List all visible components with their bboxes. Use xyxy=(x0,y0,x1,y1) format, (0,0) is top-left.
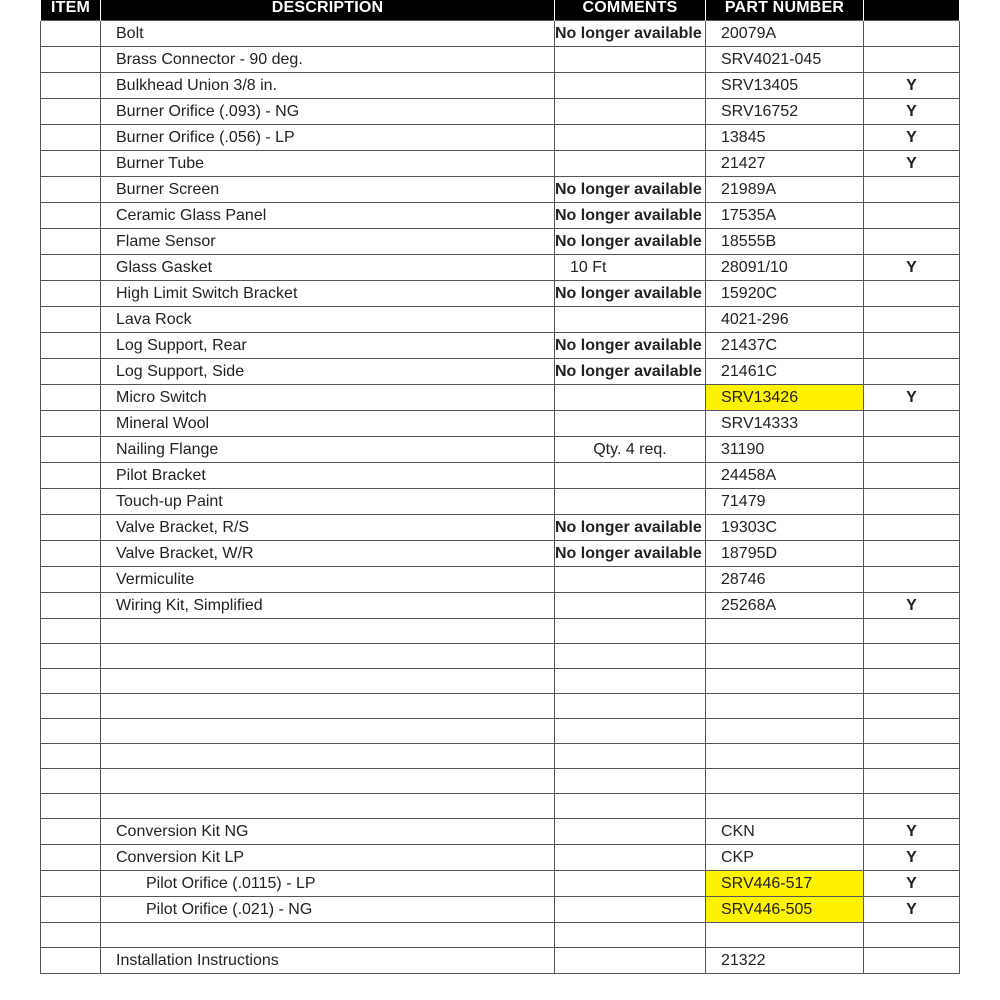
cell-part-number xyxy=(706,719,864,744)
cell-part-number: 24458A xyxy=(706,463,864,489)
header-part-number: PART NUMBER xyxy=(706,0,864,21)
cell-part-number: 13845 xyxy=(706,125,864,151)
cell-description: Pilot Bracket xyxy=(101,463,555,489)
cell-comments xyxy=(555,99,706,125)
cell-description: Burner Orifice (.056) - LP xyxy=(101,125,555,151)
cell-flag: Y xyxy=(864,255,960,281)
cell-comments xyxy=(555,923,706,948)
cell-item xyxy=(41,515,101,541)
table-row xyxy=(41,99,960,125)
cell-comments: No longer available xyxy=(555,541,706,567)
cell-comments: No longer available xyxy=(555,177,706,203)
cell-item xyxy=(41,463,101,489)
table-row xyxy=(41,229,960,255)
cell-description: Brass Connector - 90 deg. xyxy=(101,47,555,73)
cell-flag xyxy=(864,948,960,974)
table-row xyxy=(41,437,960,463)
cell-comments xyxy=(555,463,706,489)
cell-comments xyxy=(555,385,706,411)
cell-comments xyxy=(555,694,706,719)
cell-item xyxy=(41,819,101,845)
table-row xyxy=(41,845,960,871)
cell-flag xyxy=(864,203,960,229)
cell-comments: No longer available xyxy=(555,281,706,307)
cell-part-number xyxy=(706,644,864,669)
cell-item xyxy=(41,411,101,437)
cell-part-number: 28746 xyxy=(706,567,864,593)
cell-part-number: 21322 xyxy=(706,948,864,974)
cell-description: Bulkhead Union 3/8 in. xyxy=(101,73,555,99)
cell-description: Pilot Orifice (.0115) - LP xyxy=(101,871,555,897)
cell-item xyxy=(41,125,101,151)
table-row xyxy=(41,794,960,819)
cell-item xyxy=(41,489,101,515)
cell-description: Ceramic Glass Panel xyxy=(101,203,555,229)
table-row xyxy=(41,307,960,333)
table-row xyxy=(41,644,960,669)
cell-item xyxy=(41,845,101,871)
cell-description: Bolt xyxy=(101,21,555,47)
cell-flag xyxy=(864,307,960,333)
cell-item xyxy=(41,694,101,719)
cell-part-number: 28091/10 xyxy=(706,255,864,281)
cell-item xyxy=(41,307,101,333)
table-row xyxy=(41,489,960,515)
cell-comments xyxy=(555,948,706,974)
table-row xyxy=(41,923,960,948)
cell-flag: Y xyxy=(864,897,960,923)
table-row xyxy=(41,769,960,794)
cell-flag xyxy=(864,541,960,567)
table-row xyxy=(41,151,960,177)
cell-description: Nailing Flange xyxy=(101,437,555,463)
cell-flag xyxy=(864,333,960,359)
header-item: ITEM xyxy=(41,0,101,21)
cell-comments xyxy=(555,593,706,619)
cell-description xyxy=(101,769,555,794)
table-row xyxy=(41,463,960,489)
cell-flag xyxy=(864,694,960,719)
cell-flag: Y xyxy=(864,819,960,845)
cell-item xyxy=(41,948,101,974)
cell-flag xyxy=(864,769,960,794)
cell-flag xyxy=(864,229,960,255)
cell-description: High Limit Switch Bracket xyxy=(101,281,555,307)
cell-part-number: 19303C xyxy=(706,515,864,541)
parts-body xyxy=(41,21,960,974)
cell-item xyxy=(41,229,101,255)
cell-part-number: SRV13426 xyxy=(706,385,864,411)
table-row xyxy=(41,567,960,593)
cell-part-number: 21427 xyxy=(706,151,864,177)
cell-flag xyxy=(864,463,960,489)
cell-comments xyxy=(555,619,706,644)
cell-description xyxy=(101,719,555,744)
table-row xyxy=(41,819,960,845)
cell-description xyxy=(101,669,555,694)
cell-part-number: SRV446-517 xyxy=(706,871,864,897)
cell-description xyxy=(101,923,555,948)
table-row xyxy=(41,385,960,411)
table-row xyxy=(41,73,960,99)
table-row xyxy=(41,515,960,541)
cell-flag xyxy=(864,744,960,769)
cell-item xyxy=(41,923,101,948)
table-row xyxy=(41,411,960,437)
cell-comments xyxy=(555,73,706,99)
cell-description xyxy=(101,644,555,669)
table-row xyxy=(41,694,960,719)
cell-description: Flame Sensor xyxy=(101,229,555,255)
cell-comments: 10 Ft xyxy=(555,255,706,281)
table-row xyxy=(41,719,960,744)
table-row xyxy=(41,255,960,281)
cell-flag xyxy=(864,644,960,669)
table-row xyxy=(41,669,960,694)
cell-part-number: SRV16752 xyxy=(706,99,864,125)
header-row xyxy=(41,0,960,21)
table-row xyxy=(41,177,960,203)
cell-description: Valve Bracket, R/S xyxy=(101,515,555,541)
cell-description: Installation Instructions xyxy=(101,948,555,974)
table-row xyxy=(41,619,960,644)
cell-item xyxy=(41,541,101,567)
cell-description xyxy=(101,744,555,769)
cell-part-number: 4021-296 xyxy=(706,307,864,333)
cell-flag xyxy=(864,923,960,948)
cell-part-number xyxy=(706,669,864,694)
cell-comments xyxy=(555,719,706,744)
cell-description: Lava Rock xyxy=(101,307,555,333)
cell-item xyxy=(41,669,101,694)
cell-item xyxy=(41,437,101,463)
cell-item xyxy=(41,897,101,923)
header-comments: COMMENTS xyxy=(555,0,706,21)
cell-item xyxy=(41,177,101,203)
cell-flag xyxy=(864,794,960,819)
cell-flag xyxy=(864,359,960,385)
cell-comments xyxy=(555,871,706,897)
cell-comments xyxy=(555,307,706,333)
cell-comments: No longer available xyxy=(555,515,706,541)
cell-flag: Y xyxy=(864,125,960,151)
cell-item xyxy=(41,359,101,385)
cell-part-number: CKP xyxy=(706,845,864,871)
cell-flag xyxy=(864,281,960,307)
cell-part-number: 17535A xyxy=(706,203,864,229)
cell-flag xyxy=(864,719,960,744)
cell-flag: Y xyxy=(864,73,960,99)
cell-part-number: CKN xyxy=(706,819,864,845)
cell-part-number xyxy=(706,794,864,819)
cell-description: Wiring Kit, Simplified xyxy=(101,593,555,619)
cell-comments xyxy=(555,897,706,923)
cell-item xyxy=(41,47,101,73)
cell-flag xyxy=(864,515,960,541)
table-row xyxy=(41,47,960,73)
cell-flag: Y xyxy=(864,845,960,871)
cell-item xyxy=(41,744,101,769)
cell-part-number: 18795D xyxy=(706,541,864,567)
cell-comments xyxy=(555,819,706,845)
cell-description: Conversion Kit LP xyxy=(101,845,555,871)
table-row xyxy=(41,744,960,769)
cell-comments xyxy=(555,489,706,515)
cell-part-number: 21437C xyxy=(706,333,864,359)
cell-comments xyxy=(555,744,706,769)
cell-item xyxy=(41,151,101,177)
cell-item xyxy=(41,73,101,99)
cell-description: Conversion Kit NG xyxy=(101,819,555,845)
cell-comments: No longer available xyxy=(555,21,706,47)
cell-comments xyxy=(555,845,706,871)
cell-comments xyxy=(555,669,706,694)
cell-part-number: 21461C xyxy=(706,359,864,385)
cell-description: Glass Gasket xyxy=(101,255,555,281)
cell-flag xyxy=(864,567,960,593)
cell-item xyxy=(41,769,101,794)
cell-item xyxy=(41,333,101,359)
cell-item xyxy=(41,203,101,229)
table-row xyxy=(41,948,960,974)
cell-description: Log Support, Side xyxy=(101,359,555,385)
cell-part-number: 21989A xyxy=(706,177,864,203)
cell-flag: Y xyxy=(864,871,960,897)
cell-description: Burner Tube xyxy=(101,151,555,177)
cell-part-number: 18555B xyxy=(706,229,864,255)
cell-part-number: 20079A xyxy=(706,21,864,47)
cell-flag: Y xyxy=(864,151,960,177)
table-row xyxy=(41,359,960,385)
cell-comments: No longer available xyxy=(555,359,706,385)
cell-comments xyxy=(555,411,706,437)
cell-description: Micro Switch xyxy=(101,385,555,411)
cell-part-number xyxy=(706,744,864,769)
cell-item xyxy=(41,871,101,897)
table-row xyxy=(41,125,960,151)
cell-item xyxy=(41,255,101,281)
cell-item xyxy=(41,281,101,307)
table-row xyxy=(41,593,960,619)
cell-flag: Y xyxy=(864,593,960,619)
cell-comments: Qty. 4 req. xyxy=(555,437,706,463)
cell-item xyxy=(41,794,101,819)
table-row xyxy=(41,203,960,229)
cell-flag xyxy=(864,21,960,47)
header-description: DESCRIPTION xyxy=(101,0,555,21)
cell-description: Touch-up Paint xyxy=(101,489,555,515)
cell-description: Log Support, Rear xyxy=(101,333,555,359)
cell-flag: Y xyxy=(864,385,960,411)
cell-item xyxy=(41,644,101,669)
cell-description xyxy=(101,794,555,819)
cell-item xyxy=(41,99,101,125)
cell-comments xyxy=(555,47,706,73)
cell-item xyxy=(41,619,101,644)
cell-description: Valve Bracket, W/R xyxy=(101,541,555,567)
cell-part-number: 15920C xyxy=(706,281,864,307)
table-row xyxy=(41,871,960,897)
cell-part-number xyxy=(706,619,864,644)
cell-description: Burner Screen xyxy=(101,177,555,203)
cell-part-number xyxy=(706,694,864,719)
cell-part-number: SRV4021-045 xyxy=(706,47,864,73)
cell-comments xyxy=(555,794,706,819)
cell-comments xyxy=(555,769,706,794)
cell-part-number: SRV446-505 xyxy=(706,897,864,923)
cell-comments: No longer available xyxy=(555,203,706,229)
cell-flag xyxy=(864,437,960,463)
table-row xyxy=(41,897,960,923)
cell-part-number xyxy=(706,923,864,948)
cell-flag: Y xyxy=(864,99,960,125)
cell-item xyxy=(41,593,101,619)
cell-comments xyxy=(555,567,706,593)
cell-flag xyxy=(864,411,960,437)
cell-item xyxy=(41,719,101,744)
cell-part-number: 25268A xyxy=(706,593,864,619)
table-row xyxy=(41,541,960,567)
cell-part-number: 71479 xyxy=(706,489,864,515)
cell-description xyxy=(101,694,555,719)
header-flag xyxy=(864,0,960,21)
cell-flag xyxy=(864,47,960,73)
cell-item xyxy=(41,21,101,47)
cell-part-number xyxy=(706,769,864,794)
cell-flag xyxy=(864,619,960,644)
cell-description: Mineral Wool xyxy=(101,411,555,437)
cell-part-number: SRV14333 xyxy=(706,411,864,437)
cell-comments: No longer available xyxy=(555,229,706,255)
cell-flag xyxy=(864,669,960,694)
table-row xyxy=(41,281,960,307)
cell-description: Vermiculite xyxy=(101,567,555,593)
cell-comments xyxy=(555,644,706,669)
cell-description xyxy=(101,619,555,644)
cell-flag xyxy=(864,489,960,515)
table-row xyxy=(41,21,960,47)
cell-part-number: SRV13405 xyxy=(706,73,864,99)
parts-table xyxy=(40,0,960,974)
cell-flag xyxy=(864,177,960,203)
cell-description: Burner Orifice (.093) - NG xyxy=(101,99,555,125)
cell-item xyxy=(41,385,101,411)
cell-part-number: 31190 xyxy=(706,437,864,463)
cell-description: Pilot Orifice (.021) - NG xyxy=(101,897,555,923)
cell-item xyxy=(41,567,101,593)
cell-comments xyxy=(555,151,706,177)
cell-comments: No longer available xyxy=(555,333,706,359)
cell-comments xyxy=(555,125,706,151)
table-row xyxy=(41,333,960,359)
